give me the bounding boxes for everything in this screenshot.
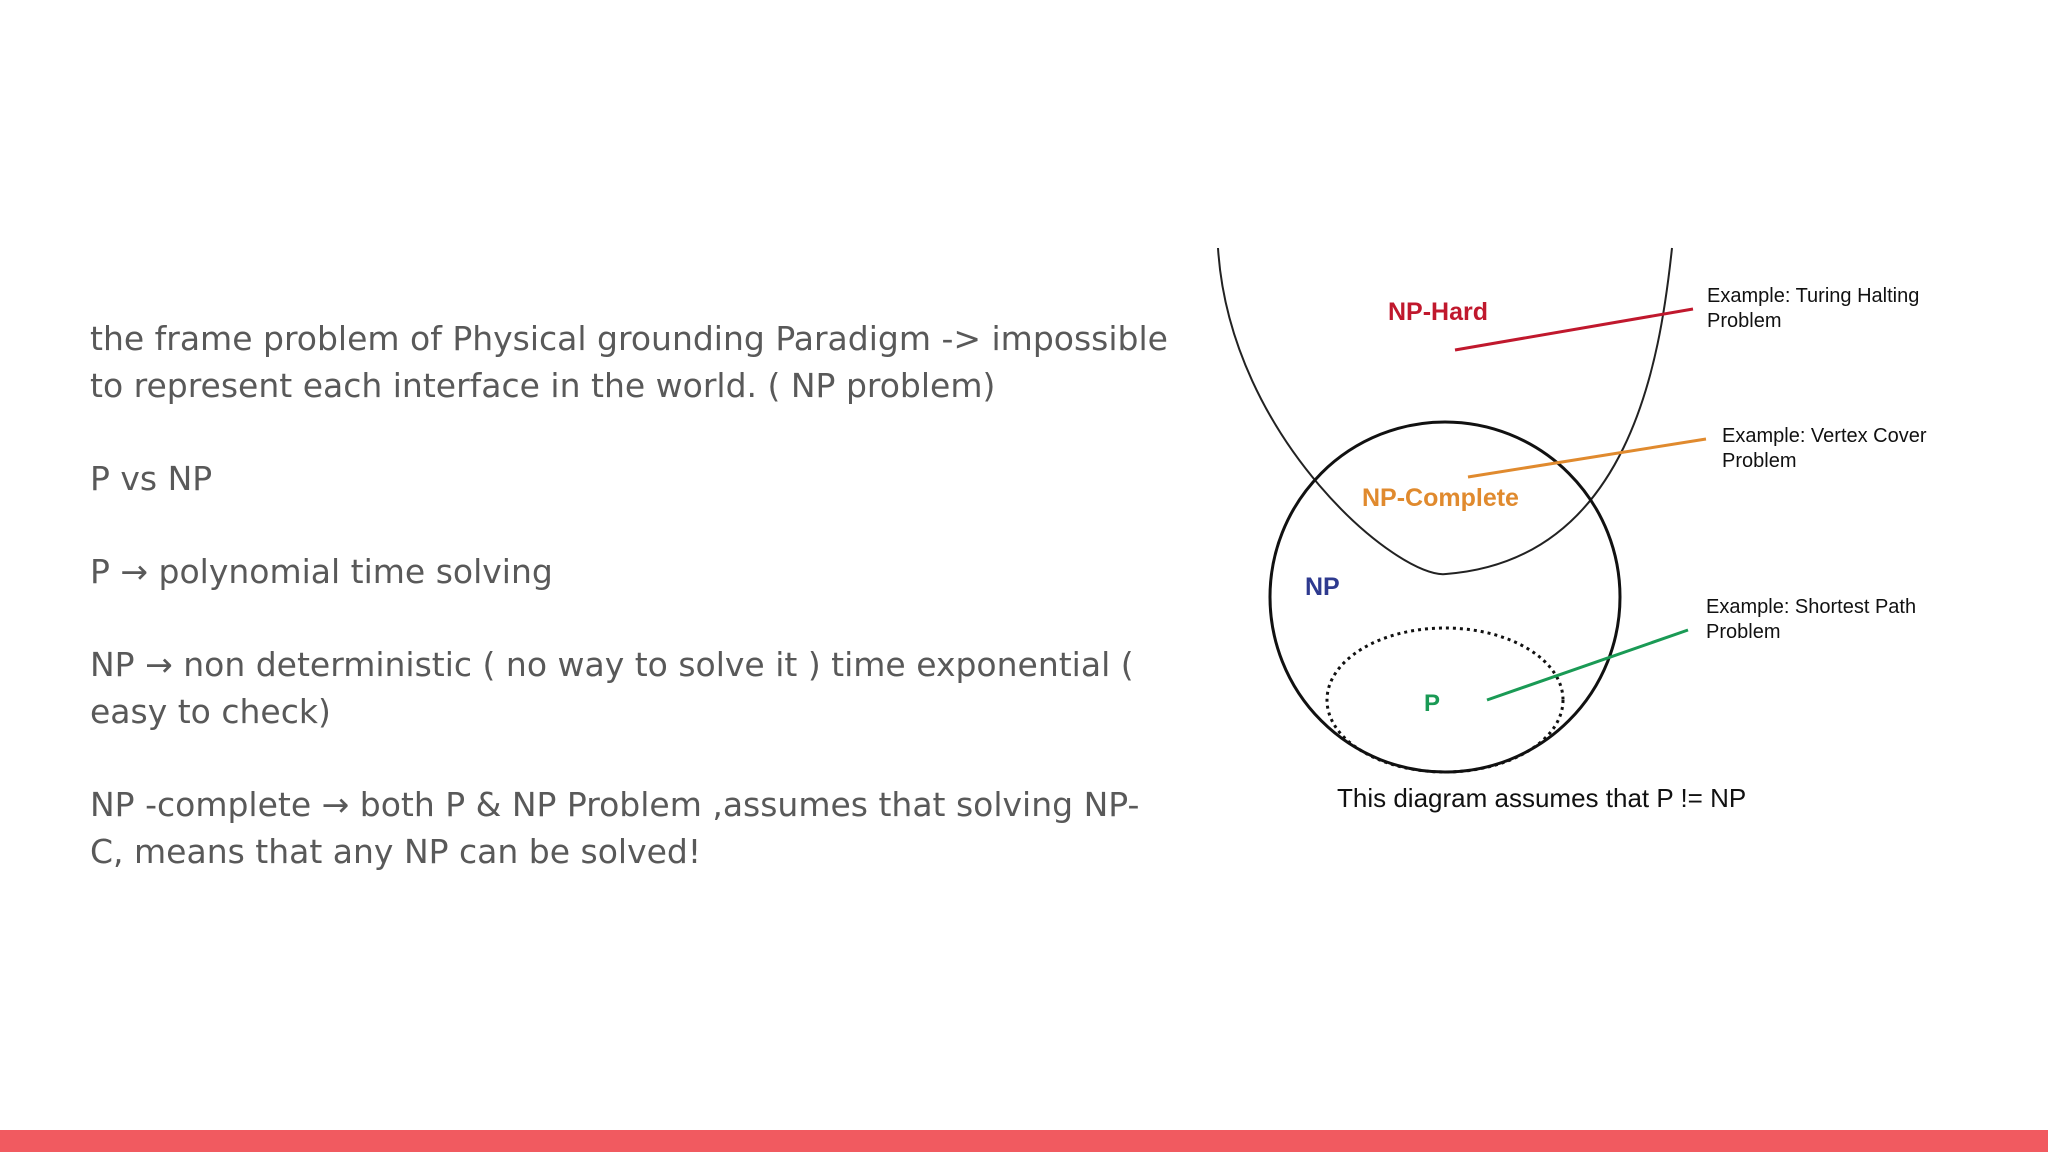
example-vertex-cover: Example: Vertex Cover Problem xyxy=(1722,425,1927,472)
np-hard-label: NP-Hard xyxy=(1388,298,1489,326)
example-turing-halting: Example: Turing Halting Problem xyxy=(1707,285,1920,332)
paragraph-p-definition: P → polynomial time solving xyxy=(90,552,553,591)
paragraph-np-definition: NP → non deterministic ( no way to solve it ) time exponential ( easy to check) xyxy=(90,645,1134,731)
np-complete-label: NP-Complete xyxy=(1362,484,1519,512)
p-pointer-line xyxy=(1487,630,1688,700)
complexity-classes-diagram xyxy=(1200,240,2000,840)
paragraph-np-complete-definition: NP -complete → both P & NP Problem ,assumes that solving NP-C, means that any NP can be solved! xyxy=(90,785,1140,871)
p-label: P xyxy=(1424,690,1441,717)
slide-body-text xyxy=(90,315,1170,921)
np-complete-pointer-line xyxy=(1468,439,1706,477)
paragraph-p-vs-np: P vs NP xyxy=(90,459,213,498)
np-label: NP xyxy=(1305,573,1340,601)
diagram-caption: This diagram assumes that P != NP xyxy=(1337,783,1747,813)
footer-accent-bar xyxy=(0,1130,2048,1152)
paragraph-frame-problem: the frame problem of Physical grounding Paradigm -> impossible to represent each interface in the world. ( NP problem) xyxy=(90,319,1168,405)
example-shortest-path: Example: Shortest Path Problem xyxy=(1706,596,1917,643)
